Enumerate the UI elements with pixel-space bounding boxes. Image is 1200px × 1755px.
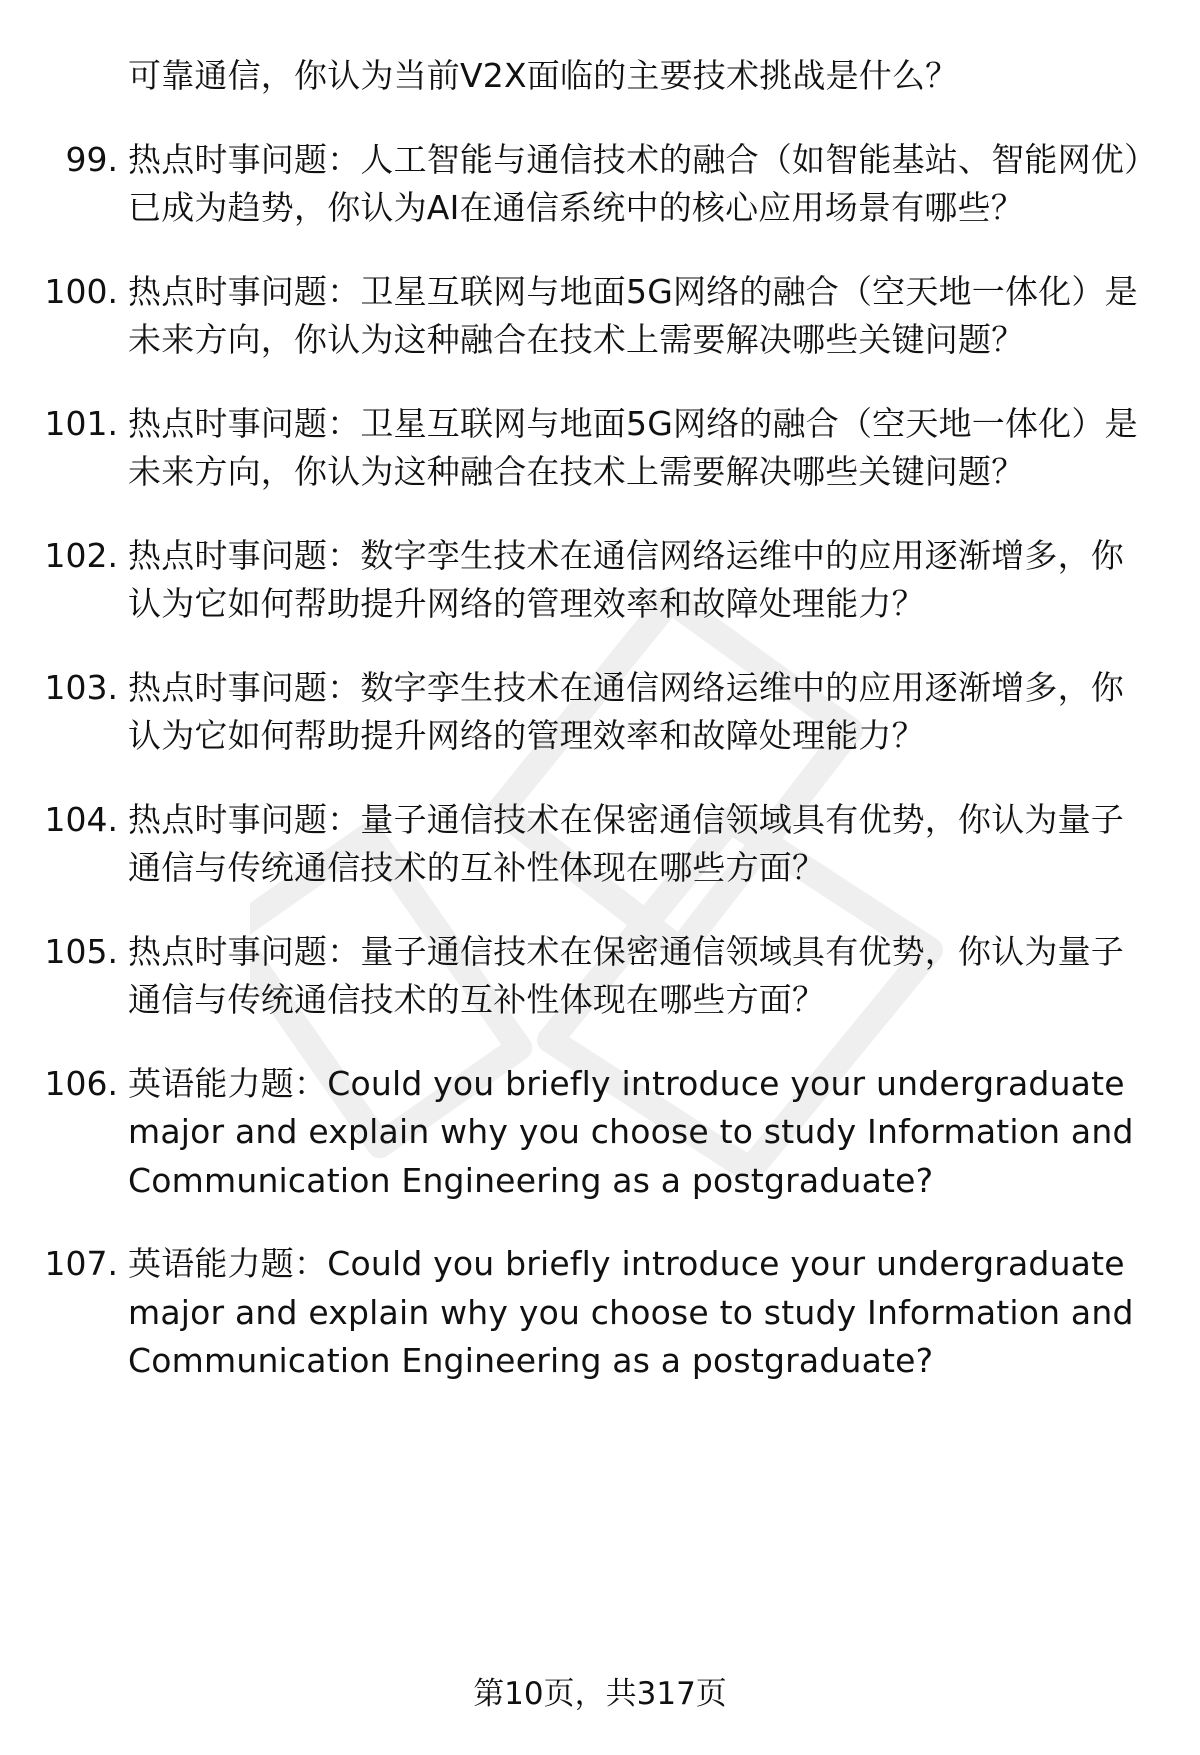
- item-text: 英语能力题：Could you briefly introduce your undergraduate major and explain why you choose to study Information and Communication Engineering as a postgraduate?: [128, 1063, 1134, 1200]
- item-text: 英语能力题：Could you briefly introduce your undergraduate major and explain why you choose to study Information and Communication Engineering as a postgraduate?: [128, 1244, 1134, 1380]
- list-item: [0, 268, 1200, 365]
- list-item: [0, 400, 1200, 497]
- page-number: 第10页，共317页: [473, 1676, 727, 1712]
- list-item: [0, 664, 1200, 761]
- item-number: 105.: [44, 931, 118, 971]
- item-text: 热点时事问题：量子通信技术在保密通信领域具有优势，你认为量子通信与传统通信技术的互补性体现在哪些方面？: [128, 931, 1124, 1019]
- item-number: 101.: [44, 403, 118, 443]
- item-text: 热点时事问题：量子通信技术在保密通信领域具有优势，你认为量子通信与传统通信技术的互补性体现在哪些方面？: [128, 799, 1124, 887]
- item-text: 热点时事问题：数字孪生技术在通信网络运维中的应用逐渐增多，你认为它如何帮助提升网络的管理效率和故障处理能力？: [128, 535, 1124, 623]
- list-item: [0, 1060, 1200, 1206]
- list-item: [0, 136, 1200, 233]
- item-number: 99.: [65, 139, 118, 179]
- item-text: 热点时事问题：卫星互联网与地面5G网络的融合（空天地一体化）是未来方向，你认为这种融合在技术上需要解决哪些关键问题？: [128, 271, 1138, 359]
- list-item: [0, 52, 1200, 101]
- item-text: 可靠通信，你认为当前V2X面临的主要技术挑战是什么？: [128, 56, 959, 95]
- list-item: [0, 532, 1200, 629]
- list-item: [0, 1240, 1200, 1386]
- list-item: [0, 796, 1200, 893]
- item-text: 热点时事问题：卫星互联网与地面5G网络的融合（空天地一体化）是未来方向，你认为这种融合在技术上需要解决哪些关键问题？: [128, 403, 1138, 491]
- item-number: 106.: [44, 1063, 118, 1103]
- item-text: 热点时事问题：人工智能与通信技术的融合（如智能基站、智能网优）已成为趋势，你认为AI在通信系统中的核心应用场景有哪些？: [128, 139, 1141, 227]
- list-item: [0, 928, 1200, 1025]
- item-number: 103.: [44, 667, 118, 707]
- item-number: 100.: [44, 271, 118, 311]
- question-list: [0, 52, 1200, 1421]
- item-number: 104.: [44, 799, 118, 839]
- item-number: 102.: [44, 535, 118, 575]
- item-text: 热点时事问题：数字孪生技术在通信网络运维中的应用逐渐增多，你认为它如何帮助提升网络的管理效率和故障处理能力？: [128, 667, 1124, 755]
- item-number: 107.: [44, 1244, 118, 1283]
